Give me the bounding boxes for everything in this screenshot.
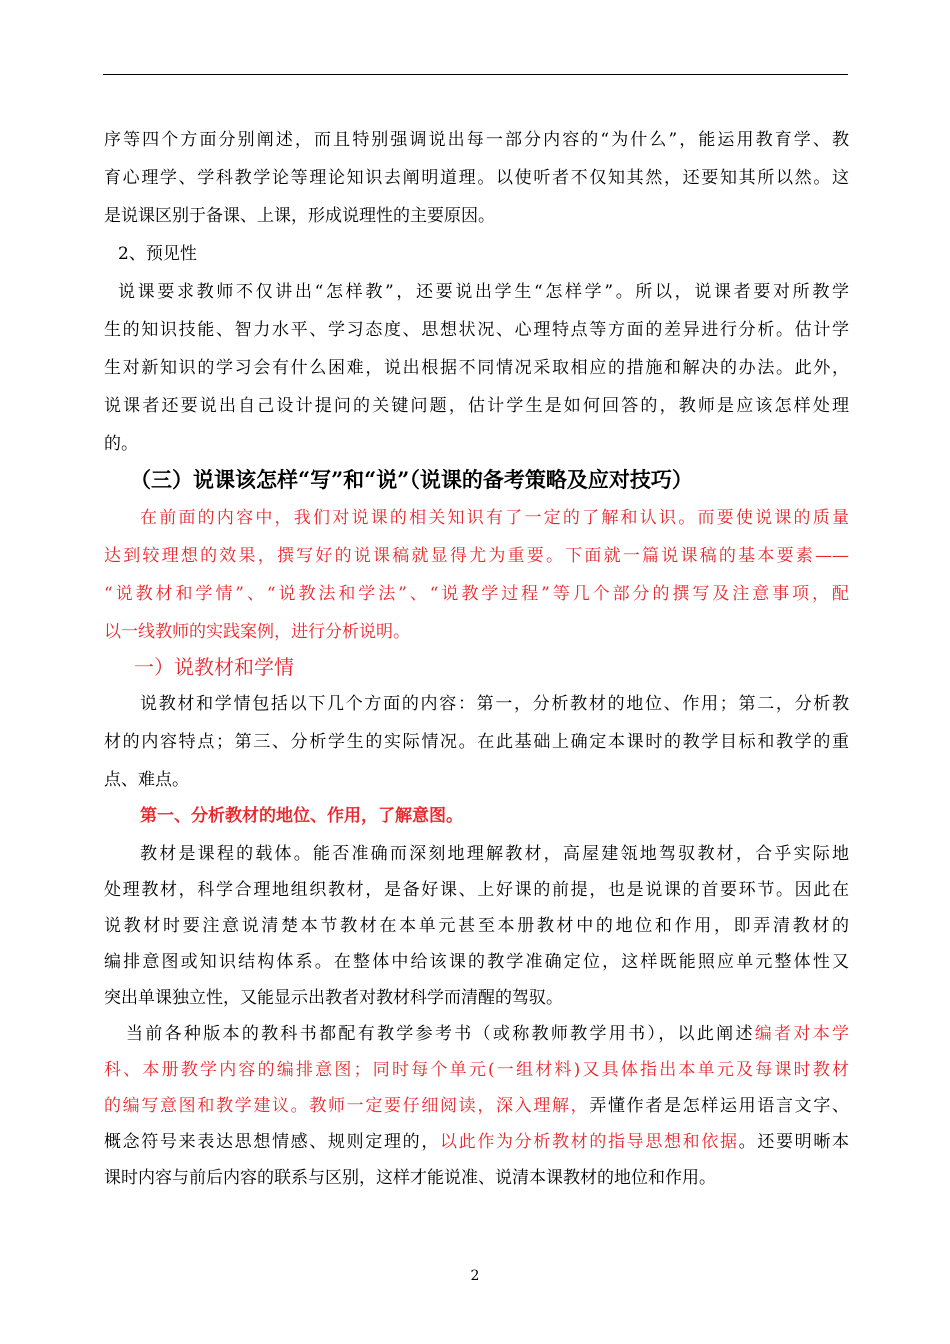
text-span: 弄懂作者是怎样运用语言文字、 [589,1096,850,1116]
text-line: 说课者还要说出自己设计提问的关键问题，估计学生是如何回答的，教师是应该怎样处理 [104,396,849,416]
text-span: 。还要明晰本 [738,1132,850,1152]
red-text-span: 编者对本学 [754,1024,850,1044]
text-line: 突出单课独立性，又能显示出教者对教材科学而清醒的驾驭。 [104,988,563,1008]
text-line: 说教材时要注意说清楚本节教材在本单元甚至本册教材中的地位和作用，即弄清教材的 [104,916,849,936]
red-text-span: 科、本册教学内容的编排意图；同时每个单元(一组材料)又具体指出本单元及每课时教材 [104,1060,849,1080]
mixed-text-line [126,1023,849,1045]
page-number: 2 [470,1268,480,1284]
mixed-text-line [104,1095,849,1117]
text-line: 材的内容特点；第三、分析学生的实际情况。在此基础上确定本课时的教学目标和教学的重 [104,732,849,752]
text-line: 处理教材，科学合理地组织教材，是备好课、上好课的前提，也是说课的首要环节。因此在 [104,880,849,900]
text-line: 生的知识技能、智力水平、学习态度、思想状况、心理特点等方面的差异进行分析。估计学 [104,320,849,340]
text-span: 当前各种版本的教科书都配有教学参考书（或称教师教学用书），以此阐述 [126,1024,755,1044]
text-line: 的。 [104,434,138,454]
mixed-text-line [104,1167,849,1189]
text-line: 说教材和学情包括以下几个方面的内容：第一，分析教材的地位、作用；第二，分析教 [140,694,849,714]
header-rule [103,74,848,75]
text-line: 育心理学、学科教学论等理论知识去阐明道理。以使听者不仅知其然，还要知其所以然。这 [104,168,849,188]
red-text-span: 的编写意图和教学建议。教师一定要仔细阅读，深入理解， [104,1096,590,1116]
text-line: 序等四个方面分别阐述，而且特别强调说出每一部分内容的“为什么”，能运用教育学、教 [104,130,849,150]
subsection-heading: 一）说教材和学情 [134,655,294,679]
red-text-line: 在前面的内容中，我们对说课的相关知识有了一定的了解和认识。而要使说课的质量 [140,508,849,528]
mixed-text-line [104,1059,849,1081]
text-line: 教材是课程的载体。能否准确而深刻地理解教材，高屋建瓴地驾驭教材，合乎实际地 [140,844,849,864]
red-text-line: 以一线教师的实践案例，进行分析说明。 [104,622,410,642]
item-heading: 2、预见性 [118,244,197,264]
section-heading: （三）说课该怎样“写”和“说”（说课的备考策略及应对技巧） [130,467,693,492]
text-line: 说课要求教师不仅讲出“怎样教”，还要说出学生“怎样学”。所以，说课者要对所教学 [118,282,849,302]
red-text-line: 达到较理想的效果，撰写好的说课稿就显得尤为重要。下面就一篇说课稿的基本要素—— [104,546,849,566]
red-text-span: 以此作为分析教材的指导思想和依据 [440,1132,739,1152]
mixed-text-line [104,1131,849,1153]
text-line: 编排意图或知识结构体系。在整体中给该课的教学准确定位，这样既能照应单元整体性又 [104,952,849,972]
text-span: 概念符号来表达思想情感、规则定理的， [104,1132,440,1152]
text-line: 点、难点。 [104,770,189,790]
text-span: 课时内容与前后内容的联系与区别，这样才能说准、说清本课教材的地位和作用。 [104,1168,716,1188]
text-line: 是说课区别于备课、上课，形成说理性的主要原因。 [104,206,495,226]
red-text-line: “说教材和学情”、“说教法和学法”、“说教学过程”等几个部分的撰写及注意事项，配 [104,584,849,604]
point-heading: 第一、分析教材的地位、作用，了解意图。 [140,806,463,826]
text-line: 生对新知识的学习会有什么困难，说出根据不同情况采取相应的措施和解决的办法。此外， [104,358,849,378]
